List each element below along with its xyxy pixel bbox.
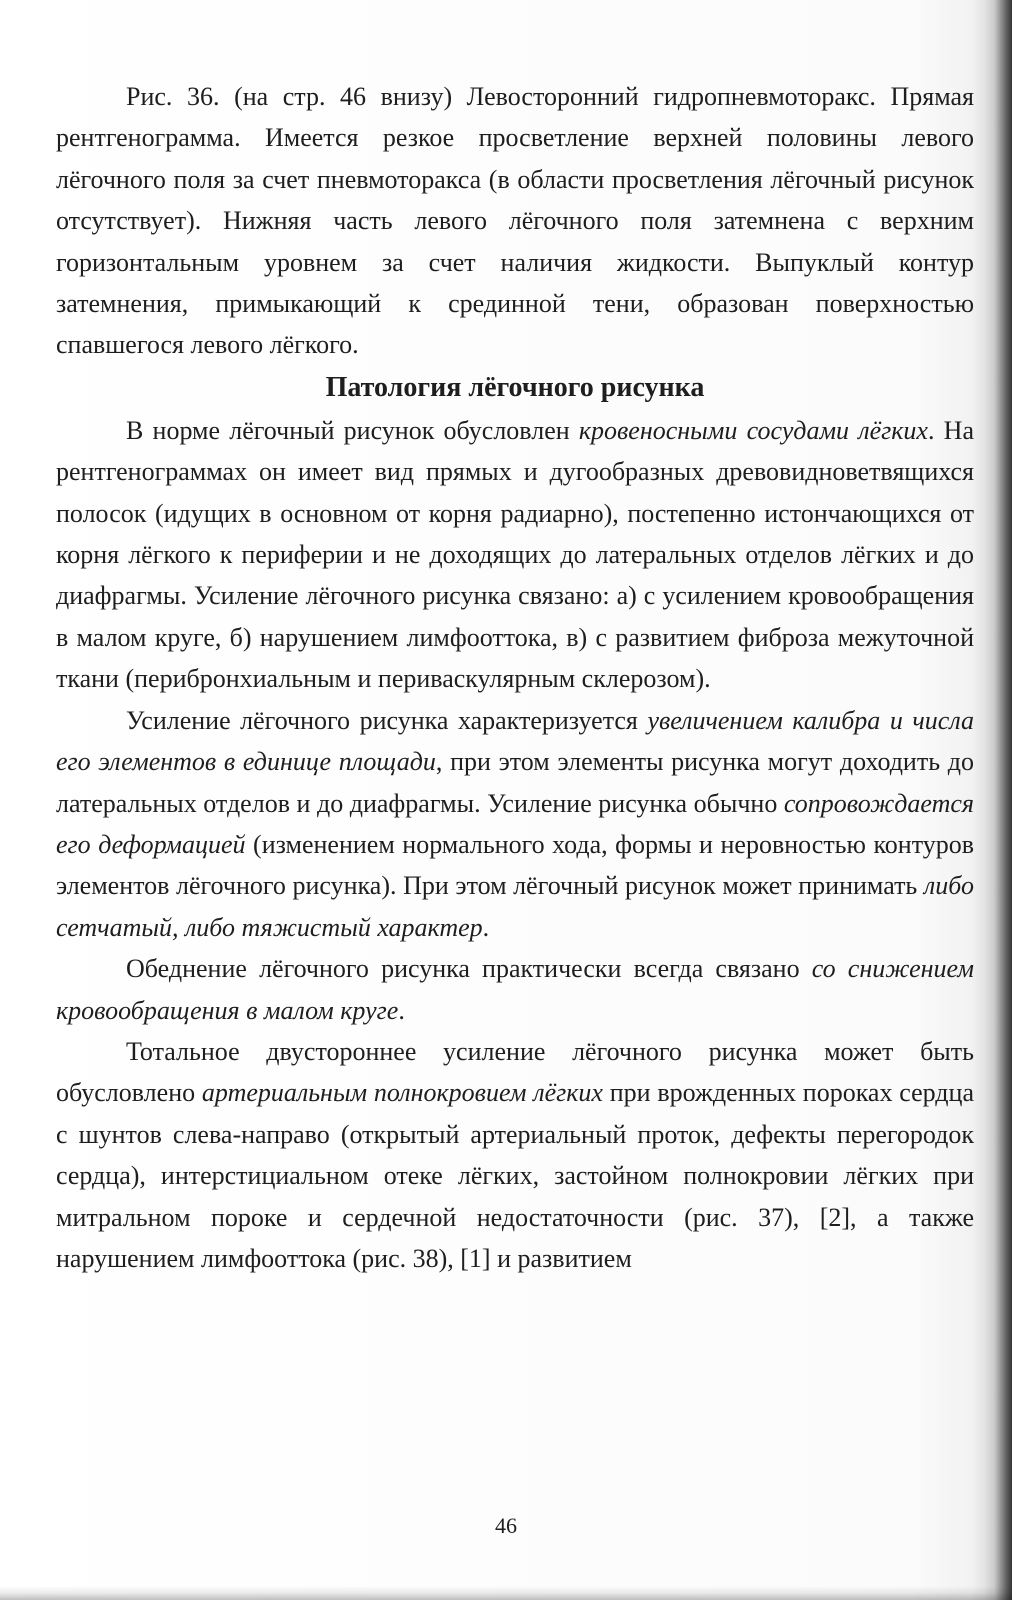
paragraph-enhancement xyxy=(56,700,974,948)
paragraph-depletion xyxy=(56,948,974,1031)
text-run: , при этом элементы рисунка могут доходить до латеральных отделов и до диафрагмы. Усиление рисунка обычно xyxy=(56,747,974,818)
italic-term: артериальным полнокровием лёгких xyxy=(201,1078,603,1108)
page-content xyxy=(56,76,974,1279)
italic-term: увеличением калибра и числа его элементов в единице площади xyxy=(56,705,974,777)
paragraph-bilateral-enhancement xyxy=(56,1031,974,1279)
italic-term: сопровождается его деформацией xyxy=(56,788,974,859)
page-bottom-shadow xyxy=(0,1586,1012,1600)
text-run: Усиление лёгочного рисунка характеризуется xyxy=(126,705,648,735)
text-run: . xyxy=(482,912,490,942)
figure-caption: Рис. 36. (на стр. 46 внизу) Левосторонний гидропневмоторакс. Прямая рентгенограмма. Имеется резкое просветление верхней половины левого лёгочного поля за счет пневмоторакса (в области просветления лёгочный рисунок отсутствует). Нижняя часть левого лёгочного поля затемнена с верхним горизонтальным уровнем за счет наличия жидкости. Выпуклый контур затемнения, примыкающий к срединной тени, образован поверхностью спавшегося левого лёгкого. xyxy=(56,82,974,360)
italic-term: либо сетчатый, либо тяжистый характер xyxy=(56,871,974,942)
text-run: при врожденных пороках сердца с шунтов слева-направо (открытый артериальный проток, дефекты перегородок сердца), интерстициальном отеке лёгких, застойном полнокровии лёгких при митральном пороке и сердечной недостаточности (рис. 37), [2], а также нарушением лимфооттока (рис. 38), [1] и развитием xyxy=(56,1078,974,1273)
text-run: Тотальное двустороннее усиление лёгочного рисунка может быть обусловлено xyxy=(56,1036,974,1108)
text-run: . xyxy=(398,995,405,1025)
text-run: Обеднение лёгочного рисунка практически всегда связано xyxy=(126,954,812,984)
text-run: . На рентгенограммах он имеет вид прямых и дугообразных древовидноветвящихся полосок (идущих в основном от корня радиарно), постепенно истончающихся от корня лёгкого к периферии и не доходящих до латеральных отделов лёгких и до диафрагмы. Усиление лёгочного рисунка связано: а) с усилением кровообращения в малом круге, б) нарушением лимфооттока, в) с развитием фиброза межуточной ткани (перибронхиальным и периваскулярным склерозом). xyxy=(56,415,974,694)
text-run: В норме лёгочный рисунок обусловлен xyxy=(126,415,579,445)
italic-term: со снижением кровообращения в малом круге xyxy=(56,954,974,1025)
italic-term: кровеносными сосудами лёгких xyxy=(578,415,928,445)
book-spine-shadow xyxy=(984,0,1012,1600)
section-heading: Патология лёгочного рисунка xyxy=(325,371,705,403)
page-number: 46 xyxy=(495,1513,517,1538)
paragraph-normal-pattern xyxy=(56,410,974,700)
text-run: (изменением нормального хода, формы и неровностью контуров элементов лёгочного рисунка). При этом лёгочный рисунок может принимать xyxy=(56,829,974,901)
